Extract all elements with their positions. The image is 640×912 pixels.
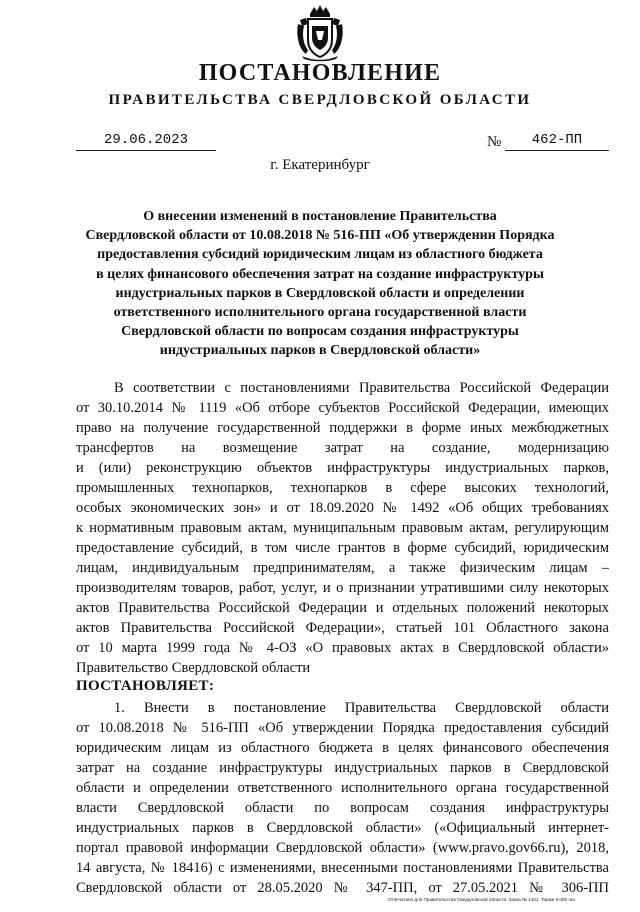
title-line: в целях финансового обеспечения затрат на создание инфраструктуры — [96, 266, 544, 282]
preamble-line: и (или) реконструкцию объектов инфраструктуры индустриальных парков, — [76, 460, 609, 476]
preamble-line: актов Правительства Российской Федерации и отдельных положений некоторых — [76, 600, 609, 616]
item-line: области и определении ответственного исполнительного органа государственной — [76, 780, 609, 796]
issuer-name: ПРАВИТЕЛЬСТВА СВЕРДЛОВСКОЙ ОБЛАСТИ — [108, 92, 532, 108]
item-line: 14 августа, № 18416) с изменениями, внесенными постановлениями Правительства — [76, 860, 609, 876]
preamble-line: особых экономических зон» и от 18.09.2020 № 1492 «Об общих требованиях — [76, 500, 609, 516]
title-line: предоставления субсидий юридическим лицам из областного бюджета — [97, 247, 543, 263]
title-line: О внесении изменений в постановление Правительства — [143, 209, 497, 224]
item-line: 1. Внести в постановление Правительства Свердловской области — [114, 700, 609, 716]
coat-of-arms-icon — [294, 4, 346, 62]
preamble-line: лицам, индивидуальным предпринимателям, а также физическим лицам – — [76, 560, 609, 576]
title-line: ответственного исполнительного органа государственной власти — [113, 305, 527, 321]
resolves-heading: ПОСТАНОВЛЯЕТ: — [76, 678, 215, 694]
preamble-line: к нормативным правовым актам, муниципальным правовым актам, регулирующим — [76, 520, 609, 536]
item-line: юридическим лицам из областного бюджета в целях финансового обеспечения — [76, 740, 609, 756]
preamble-line: от 10 марта 1999 года № 4-ОЗ «О правовых актах в Свердловской области» — [76, 640, 609, 656]
preamble-line: от 30.10.2014 № 1119 «Об отборе субъектов Российской Федерации, имеющих — [76, 400, 609, 416]
title-line: индустриальных парков в Свердловской области и определении — [115, 285, 525, 301]
item-line: индустриальных парков в Свердловской области» («Официальный интернет- — [76, 820, 609, 836]
document-type: ПОСТАНОВЛЕНИЕ — [198, 60, 442, 86]
document-title — [60, 207, 580, 361]
title-line: Свердловской области по вопросам создания инфраструктуры — [121, 324, 519, 340]
preamble-line: В соответствии с постановлениями Правительства Российской Федерации — [114, 380, 609, 396]
print-footer-note: Отпечатано для Правительства Свердловской области. Заказ № 1421. Тираж 5 000 экз. — [388, 897, 577, 902]
preamble-line: актов Правительства Российской Федерации», статьей 101 Областного закона — [76, 620, 609, 636]
item-line: Свердловской области от 28.05.2020 № 347-ПП, от 27.05.2021 № 306-ПП — [76, 880, 609, 896]
number-label: № — [487, 134, 502, 150]
preamble-line: предоставление субсидий, в том числе грантов в форме субсидий, юридическим — [76, 540, 609, 556]
city: г. Екатеринбург — [270, 157, 370, 173]
preamble-line: трансфертов на возмещение затрат на создание, модернизацию — [76, 440, 609, 456]
preamble-line: промышленных технопарков, технопарков в сфере высоких технологий, — [76, 480, 609, 496]
item-line: власти Свердловской области по вопросам создания инфраструктуры — [76, 800, 609, 816]
preamble-line: Правительство Свердловской области — [76, 660, 311, 676]
item-line: затрат на создание инфраструктуры индустриальных парков в Свердловской — [76, 760, 609, 776]
title-line: индустриальных парков в Свердловской области» — [159, 343, 481, 359]
title-line: Свердловской области от 10.08.2018 № 516-ПП «Об утверждении Порядка — [85, 228, 555, 244]
item-line: портал правовой информации Свердловской области» (www.pravo.gov66.ru), 2018, — [76, 840, 609, 856]
preamble-line: производителям товаров, работ, услуг, и о признании утратившими силу некоторых — [76, 580, 609, 596]
document-date: 29.06.2023 — [76, 132, 216, 151]
preamble-line: право на получение государственной поддержки в форме иных межбюджетных — [76, 420, 609, 436]
item-line: от 10.08.2018 № 516-ПП «Об утверждении Порядка предоставления субсидий — [76, 720, 609, 736]
document-number: 462-ПП — [505, 132, 609, 151]
